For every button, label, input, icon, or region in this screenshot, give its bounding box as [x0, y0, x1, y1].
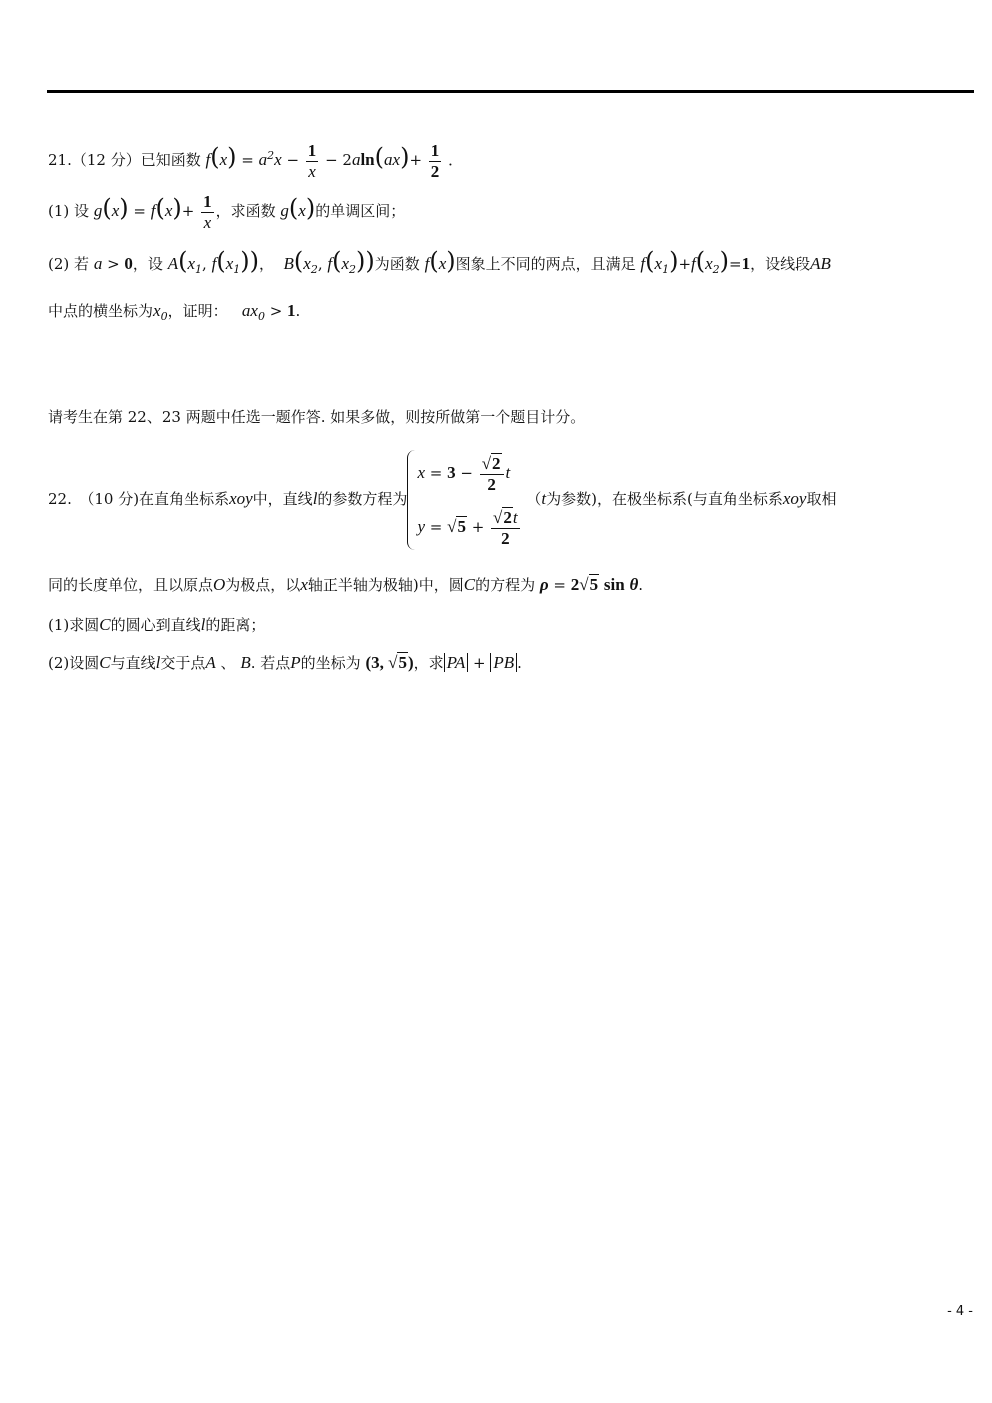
q21-statement: 21.（12 分）已知函数 $f(x) = a^2x$ − $\frac{1}{x}$ − 2aln(ax)+ $\frac{1}{2}$ ．: [48, 140, 464, 181]
q21-part2-cont: 中点的横坐标为$x_0$，证明： $ax_0 > 1$.: [48, 301, 301, 323]
fraction-1-over-x: $\frac{1}{x}$: [307, 140, 317, 181]
page-number: - 4 -: [947, 1304, 973, 1319]
q21-part2: (2) 若 a > 0，设 $A(x_1$, $f(x_1)$)， $B(x_2$, $f(x_2)$)为函数 f(x)图象上不同的两点，且满足 $f(x_1)+f(x_2)=1$，设线段AB: [48, 247, 831, 276]
parametric-system: x = 3 − $\frac{√2}{2}$ t y = √5 + $\frac{√2t}{2}$: [407, 446, 521, 554]
header-rule: [47, 90, 974, 93]
q22-statement: 22. （10 分)在直角坐标系xoy中，直线l的参数方程为 x = 3 − $\frac{√2}{2}$ t y = √5 + $\frac{√2t}{2}$ （t为参数)，在极坐标系(与直角坐标系xoy取相: [48, 440, 836, 558]
fraction-1-over-x-2: $\frac{1}{x}$: [203, 191, 212, 232]
choose-one-notice: 请考生在第 22、23 两题中任选一题作答. 如果多做，则按所做第一个题目计分。: [48, 408, 586, 426]
q21-part1: (1) 设 g(x) = f(x)+ $\frac{1}{x}$ ，求函数 g(x)的单调区间；: [48, 191, 406, 232]
fraction-1-over-2: $\frac{1}{2}$: [430, 140, 440, 181]
q22-statement-cont: 同的长度单位，且以原点O为极点，以x轴正半轴为极轴)中，圆C的方程为 ρ = 2√5 sin θ.: [48, 575, 644, 594]
q22-part1: (1)求圆C的圆心到直线l的距离；: [48, 615, 266, 634]
q21-head: 21.（12 分）已知函数: [48, 151, 201, 169]
q22-part2: (2)设圆C与直线l交于点A 、 B. 若点P的坐标为 (3, √5)，求 PA + PB .: [48, 653, 522, 672]
